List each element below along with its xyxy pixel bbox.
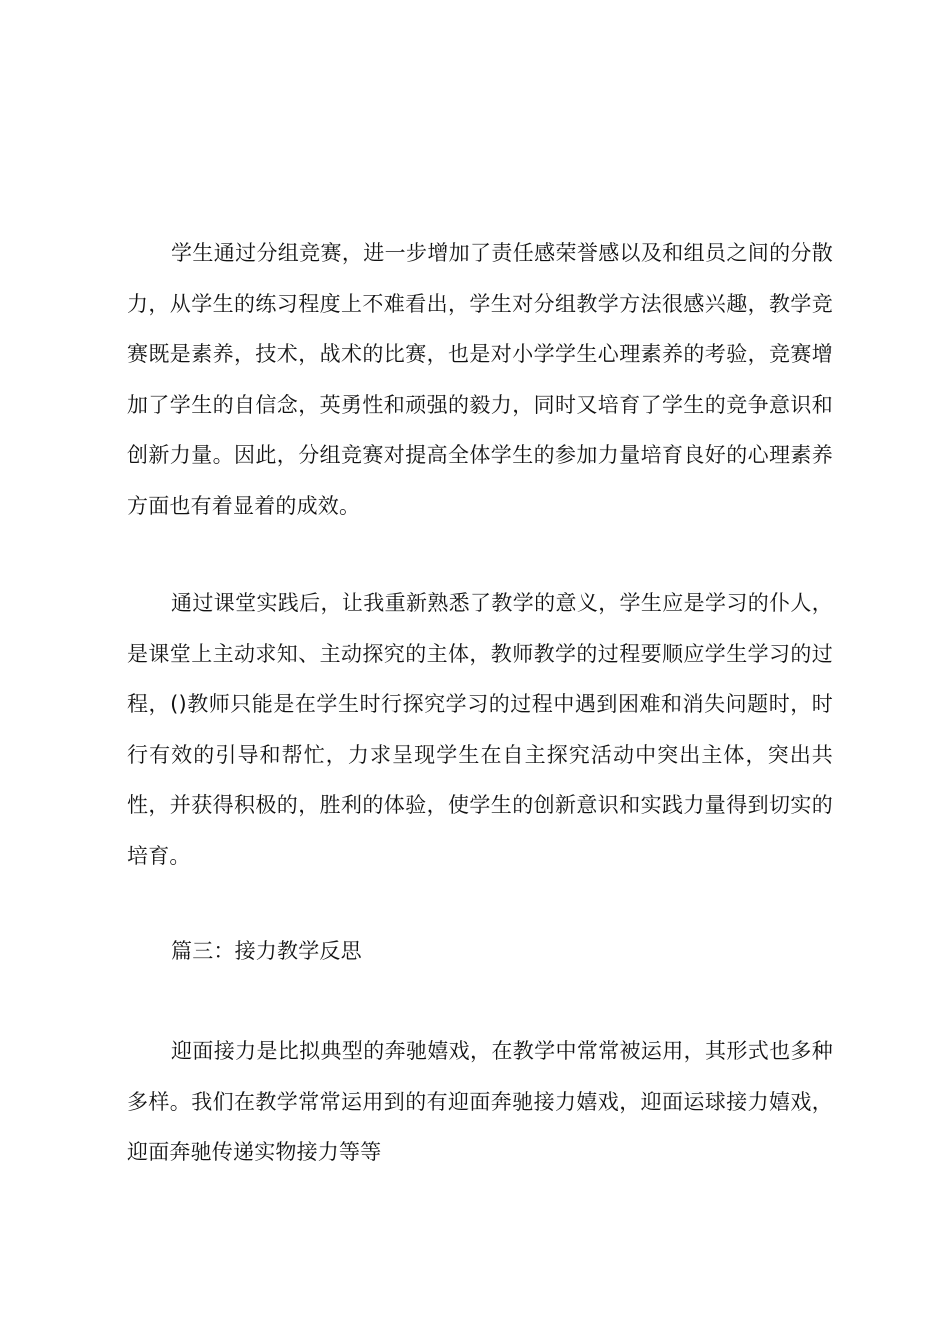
- section-heading: 篇三：接力教学反思: [171, 939, 362, 963]
- paragraph-classroom-practice: 通过课堂实践后，让我重新熟悉了教学的意义，学生应是学习的仆人，是课堂上主动求知、主动探究的主体，教师教学的过程要顺应学生学习的过程，()教师只能是在学生时行探究学习的过程中遇到困难和消失问题时，时行有效的引导和帮忙，力求呈现学生在自主探究活动中突出主体，突出共性，并获得积极的，胜利的体验，使学生的创新意识和实践力量得到切实的培育。: [127, 591, 833, 868]
- paragraph-group-competition: 学生通过分组竞赛，进一步增加了责任感荣誉感以及和组员之间的分散力，从学生的练习程度上不难看出，学生对分组教学方法很感兴趣，教学竞赛既是素养，技术，战术的比赛，也是对小学学生心理素养的考验，竞赛增加了学生的自信念，英勇性和顽强的毅力，同时又培育了学生的竞争意识和创新力量。因此，分组竞赛对提高全体学生的参加力量培育良好的心理素养方面也有着显着的成效。: [127, 241, 833, 518]
- paragraph-relay-teaching: 迎面接力是比拟典型的奔驰嬉戏，在教学中常常被运用，其形式也多种多样。我们在教学常常运用到的有迎面奔驰接力嬉戏，迎面运球接力嬉戏，迎面奔驰传递实物接力等等: [127, 1039, 833, 1164]
